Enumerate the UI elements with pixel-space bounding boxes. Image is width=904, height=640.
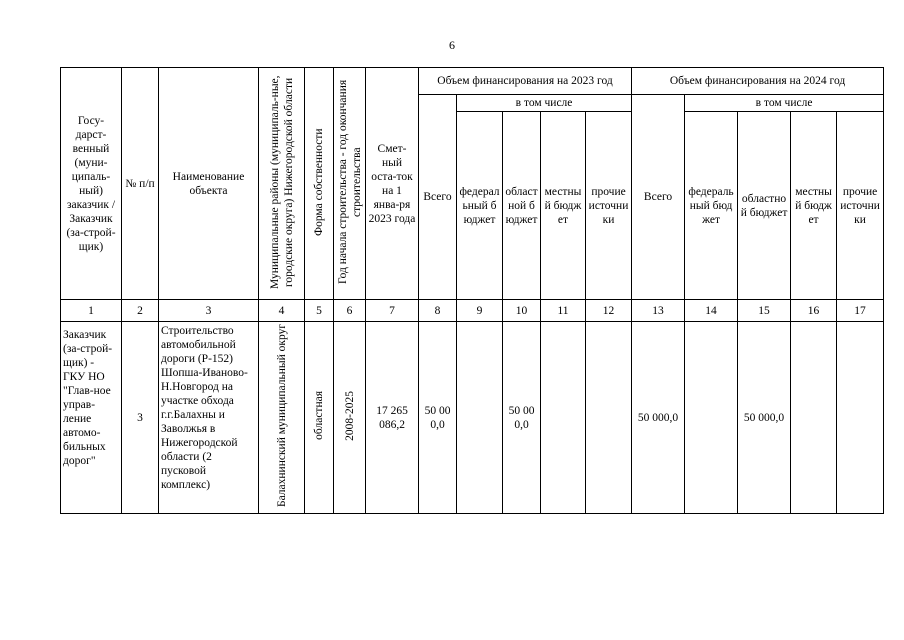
cell-num: 3 xyxy=(122,322,159,514)
cell-local-2024 xyxy=(791,322,837,514)
header-estimate: Смет-ный оста-ток на 1 янва-ря 2023 года xyxy=(366,68,419,300)
header-federal-2023: федеральный бюджет xyxy=(457,112,503,300)
cell-total-2023: 50 000,0 xyxy=(419,322,457,514)
header-num: № п/п xyxy=(122,68,159,300)
investment-table xyxy=(60,67,884,514)
col-number: 3 xyxy=(159,300,259,322)
col-number: 6 xyxy=(334,300,366,322)
col-number: 4 xyxy=(259,300,305,322)
cell-other-2023 xyxy=(586,322,632,514)
header-including-2024: в том числе xyxy=(685,95,884,112)
column-number-row xyxy=(61,300,884,322)
cell-municipal: Балахнинский муниципальный округ xyxy=(259,322,305,514)
header-including-2023: в том числе xyxy=(457,95,632,112)
header-total-2024: Всего xyxy=(632,95,685,300)
col-number: 5 xyxy=(305,300,334,322)
col-number: 14 xyxy=(685,300,738,322)
cell-name: Строительство автомобильной дороги (Р-152) Шопша-Иваново-Н.Новгород на участке обхода г.г.Балахны и Заволжья в Нижегородской области (2 пусковой комплекс) xyxy=(159,322,259,514)
col-number: 15 xyxy=(738,300,791,322)
cell-federal-2024 xyxy=(685,322,738,514)
cell-customer: Заказчик (за-строй-щик) - ГКУ НО "Глав-ное управ-ление автомо-бильных дорог" xyxy=(61,322,122,514)
header-ownership: Форма собственности xyxy=(305,68,334,300)
cell-regional-2023: 50 000,0 xyxy=(503,322,541,514)
col-number: 13 xyxy=(632,300,685,322)
cell-years: 2008-2025 xyxy=(334,322,366,514)
cell-estimate: 17 265 086,2 xyxy=(366,322,419,514)
header-total-2023: Всего xyxy=(419,95,457,300)
col-number: 1 xyxy=(61,300,122,322)
header-customer: Госу-дарст-венный (муни-ципаль-ный) заказчик / Заказчик (за-строй-щик) xyxy=(61,68,122,300)
cell-local-2023 xyxy=(541,322,586,514)
cell-regional-2024: 50 000,0 xyxy=(738,322,791,514)
header-regional-2023: областной бюджет xyxy=(503,112,541,300)
col-number: 10 xyxy=(503,300,541,322)
header-regional-2024: областной бюджет xyxy=(738,112,791,300)
header-other-2023: прочие источники xyxy=(586,112,632,300)
cell-federal-2023 xyxy=(457,322,503,514)
col-number: 9 xyxy=(457,300,503,322)
cell-other-2024 xyxy=(837,322,884,514)
table-row xyxy=(61,322,884,514)
header-fin2024: Объем финансирования на 2024 год xyxy=(632,68,884,95)
header-municipal: Муниципальные районы (муниципаль-ные, городские округа) Нижегородской области xyxy=(259,68,305,300)
header-federal-2024: федеральный бюджет xyxy=(685,112,738,300)
header-fin2023: Объем финансирования на 2023 год xyxy=(419,68,632,95)
header-other-2024: прочие источники xyxy=(837,112,884,300)
col-number: 17 xyxy=(837,300,884,322)
header-local-2024: местный бюджет xyxy=(791,112,837,300)
col-number: 8 xyxy=(419,300,457,322)
col-number: 16 xyxy=(791,300,837,322)
header-local-2023: местный бюджет xyxy=(541,112,586,300)
page-number: 6 xyxy=(449,38,455,52)
header-name: Наименование объекта xyxy=(159,68,259,300)
col-number: 7 xyxy=(366,300,419,322)
col-number: 12 xyxy=(586,300,632,322)
header-years: Год начала строительства - год окончания строительства xyxy=(334,68,366,300)
cell-ownership: областная xyxy=(305,322,334,514)
cell-total-2024: 50 000,0 xyxy=(632,322,685,514)
col-number: 11 xyxy=(541,300,586,322)
col-number: 2 xyxy=(122,300,159,322)
